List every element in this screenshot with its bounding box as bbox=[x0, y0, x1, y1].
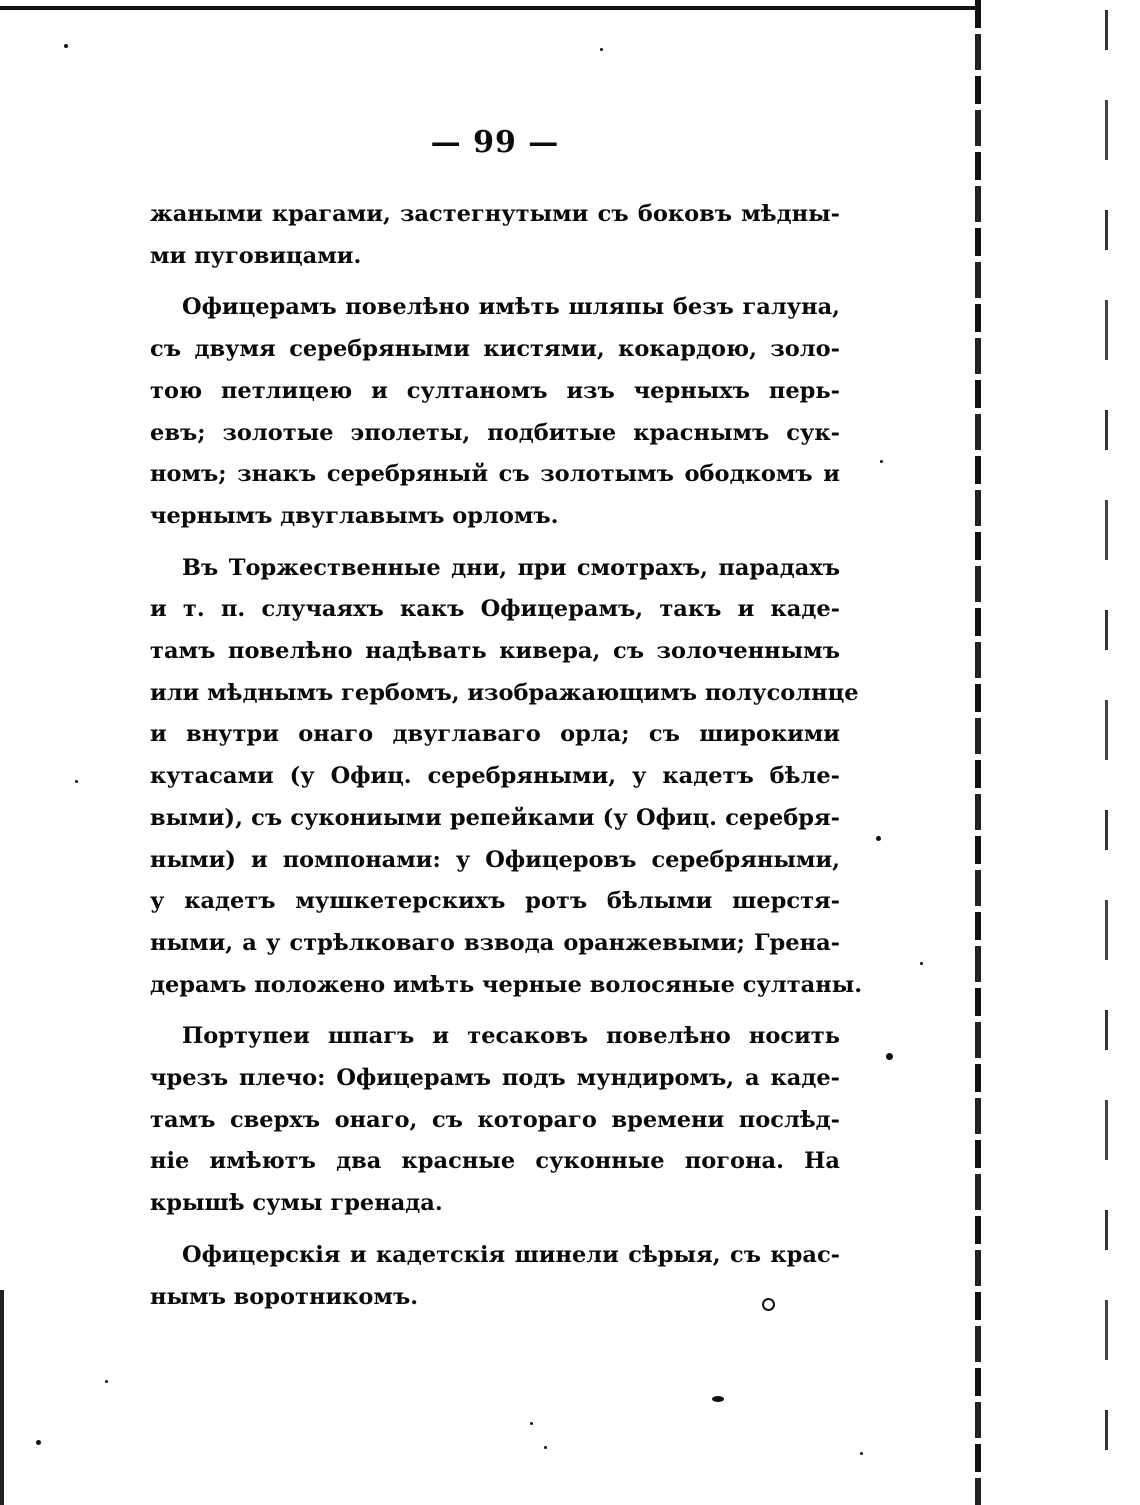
scan-speck bbox=[886, 1053, 893, 1060]
scan-speck bbox=[75, 780, 78, 783]
text-line: евъ; золотые эполеты, подбитые краснымъ сук- bbox=[150, 419, 840, 446]
scan-speck bbox=[64, 44, 68, 48]
text-line: жаными крагами, застегнутыми съ боковъ мѣдны- bbox=[150, 201, 840, 227]
page-number: — 99 — bbox=[430, 125, 560, 160]
scan-speck bbox=[860, 1452, 863, 1455]
text-line: у кадетъ мушкетерскихъ ротъ бѣлыми шерстя- bbox=[150, 888, 840, 915]
text-line: и т. п. случаяхъ какъ Офицерамъ, такъ и каде- bbox=[150, 596, 840, 623]
text-line: крышѣ сумы гренада. bbox=[150, 1190, 443, 1217]
text-line: и внутри онаго двуглаваго орла; съ широкими bbox=[150, 721, 840, 748]
text-line: нымъ воротникомъ. bbox=[150, 1283, 419, 1310]
text-line: Въ Торжественные дни, при смотрахъ, парадахъ bbox=[182, 554, 840, 581]
text-line: или мѣднымъ гербомъ, изображающимъ полусолнце bbox=[150, 679, 859, 706]
scan-speck bbox=[36, 1440, 41, 1445]
scan-speck bbox=[105, 1380, 108, 1383]
scan-speck bbox=[530, 1422, 533, 1425]
paragraph-4 bbox=[150, 1016, 840, 1225]
paragraph-2 bbox=[150, 287, 840, 537]
text-line: ными) и помпонами: у Офицеровъ серебряными, bbox=[150, 846, 840, 873]
paragraph-5 bbox=[150, 1235, 840, 1318]
scan-speck bbox=[762, 1298, 775, 1311]
text-line: дерамъ положено имѣть черные волосяные султаны. bbox=[150, 971, 863, 998]
scan-speck bbox=[712, 1396, 724, 1402]
text-line: Офицерскія и кадетскія шинели сѣрыя, съ крас- bbox=[182, 1241, 840, 1268]
page-edge-far-right bbox=[1105, 10, 1108, 1490]
scan-speck bbox=[876, 836, 881, 841]
text-line: тою петлицею и султаномъ изъ черныхъ перь- bbox=[150, 377, 840, 404]
page-edge-right bbox=[975, 0, 981, 1505]
scan-speck bbox=[600, 48, 603, 51]
paragraph-1 bbox=[150, 194, 840, 277]
book-page bbox=[150, 118, 863, 1328]
scan-speck bbox=[880, 460, 883, 463]
top-border-rule bbox=[0, 6, 975, 10]
text-line: ніе имѣютъ два красные суконные погона. На bbox=[150, 1148, 840, 1175]
text-line: Портупеи шпагъ и тесаковъ повелѣно носить bbox=[182, 1023, 840, 1050]
scan-speck bbox=[920, 962, 923, 965]
text-line: Офицерамъ повелѣно имѣть шляпы безъ галуна, bbox=[182, 294, 840, 321]
page-edge-left bbox=[0, 1290, 4, 1505]
text-line: тамъ повелѣно надѣвать кивера, съ золоченнымъ bbox=[150, 638, 840, 665]
text-line: выми), съ сукониыми репейками (у Офиц. серебря- bbox=[150, 804, 840, 831]
paragraph-3 bbox=[150, 548, 863, 1007]
text-line: номъ; знакъ серебряный съ золотымъ ободкомъ и bbox=[150, 461, 840, 488]
text-line: чрезъ плечо: Офицерамъ подъ мундиромъ, а каде- bbox=[150, 1065, 840, 1092]
text-line: чернымъ двуглавымъ орломъ. bbox=[150, 502, 559, 529]
text-line: ными, а у стрѣлковаго взвода оранжевыми; Грена- bbox=[150, 929, 840, 956]
text-line: ми пуговицами. bbox=[150, 242, 362, 269]
text-line: съ двумя серебряными кистями, кокардою, золо- bbox=[150, 336, 840, 363]
text-line: тамъ сверхъ онаго, съ котораго времени послѣд- bbox=[150, 1106, 840, 1133]
text-line: кутасами (у Офиц. серебряными, у кадетъ бѣле- bbox=[150, 763, 840, 790]
scan-speck bbox=[544, 1446, 547, 1449]
